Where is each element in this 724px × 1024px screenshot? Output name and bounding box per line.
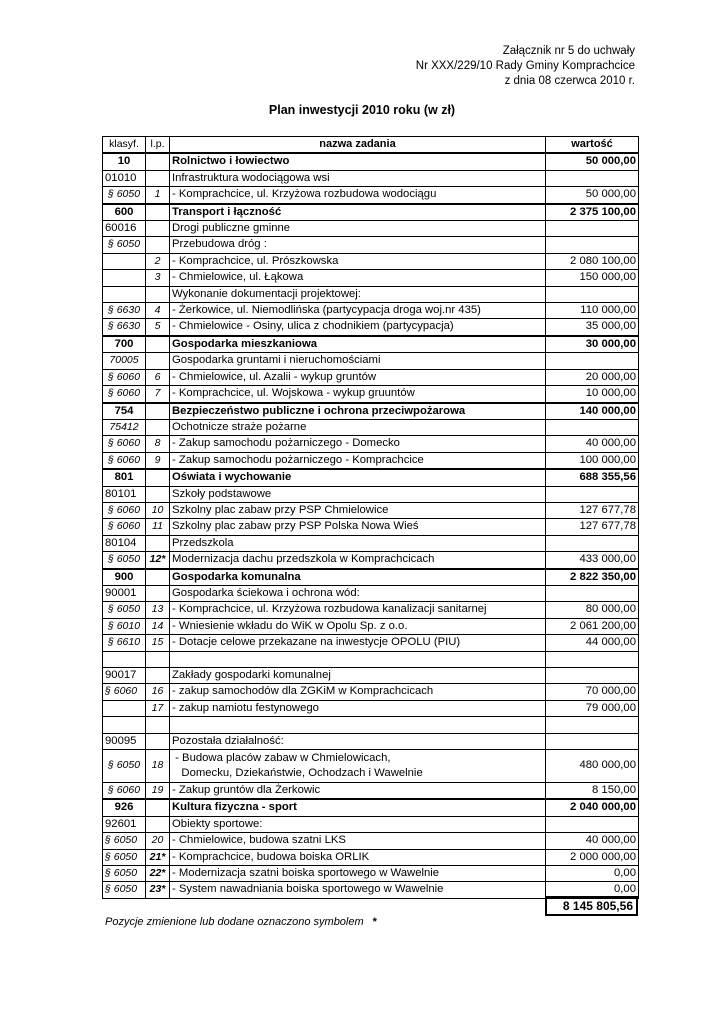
cell-nazwa: Infrastruktura wodociągowa wsi [170,170,546,186]
cell-nazwa: Gospodarka mieszkaniowa [170,336,546,353]
cell-nazwa: Modernizacja dachu przedszkola w Komprachcicach [170,552,546,569]
cell-lp: 8 [146,436,170,452]
cell-lp [146,569,170,586]
cell-nazwa: - Zakup samochodu pożarniczego - Komprachcice [170,452,546,469]
cell-lp: 22* [146,866,170,882]
cell-klasyf: § 6050 [103,833,146,849]
grand-total: 8 145 805,56 [545,896,638,916]
footnote-symbol: * [372,916,377,928]
cell-lp [146,585,170,601]
cell-wartosc: 30 000,00 [546,336,639,353]
cell-klasyf: § 6610 [103,635,146,651]
cell-lp: 2 [146,253,170,269]
cell-klasyf: § 6060 [103,502,146,518]
cell-klasyf: § 6050 [103,237,146,253]
cell-wartosc [546,535,639,551]
cell-lp: 4 [146,303,170,319]
cell-nazwa: Gospodarka gruntami i nieruchomościami [170,353,546,369]
cell-nazwa: - System nawadniania boiska sportowego w Wawelnie [170,882,546,898]
cell-nazwa [170,750,546,783]
table-row [103,386,639,403]
cell-klasyf: 10 [103,153,146,170]
table-row [103,419,639,435]
cell-klasyf: § 6060 [103,386,146,403]
section-row [103,799,639,816]
cell-nazwa: - Dotacje celowe przekazane na inwestycje OPOLU (PIU) [170,635,546,651]
cell-klasyf: 01010 [103,170,146,186]
table-row [103,253,639,269]
table-row [103,221,639,237]
table-row [103,833,639,849]
cell-nazwa: - Chmielowice, budowa szatni LKS [170,833,546,849]
investment-table [102,136,639,899]
cell-wartosc: 50 000,00 [546,187,639,204]
cell-nazwa: Zakłady gospodarki komunalnej [170,667,546,683]
cell-wartosc: 127 677,78 [546,519,639,535]
table-row [103,849,639,865]
table-row [103,535,639,551]
table-body [103,153,639,898]
cell-nazwa [170,651,546,667]
footnote-text: Pozycje zmienione lub dodane oznaczono symbolem [105,916,364,928]
cell-nazwa: Kultura fizyczna - sport [170,799,546,816]
cell-lp [146,667,170,683]
cell-klasyf: § 6050 [103,866,146,882]
section-row [103,204,639,221]
cell-wartosc [546,237,639,253]
cell-klasyf: § 6050 [103,552,146,569]
cell-lp [146,403,170,420]
table-row [103,369,639,385]
cell-klasyf: § 6630 [103,303,146,319]
cell-nazwa: Szkolny plac zabaw przy PSP Polska Nowa Wieś [170,519,546,535]
table-row [103,750,639,783]
header-line-3: z dnia 08 czerwca 2010 r. [504,75,635,87]
cell-klasyf: 90017 [103,667,146,683]
cell-nazwa: - zakup samochodów dla ZGKiM w Komprachcicach [170,684,546,700]
table-row [103,502,639,518]
table-row [103,602,639,618]
cell-wartosc: 100 000,00 [546,452,639,469]
cell-nazwa: - Chmielowice - Osiny, ulica z chodnikiem (partycypacja) [170,319,546,336]
cell-klasyf: 801 [103,469,146,486]
cell-wartosc: 110 000,00 [546,303,639,319]
cell-wartosc [546,733,639,749]
cell-klasyf: § 6050 [103,849,146,865]
cell-lp: 13 [146,602,170,618]
cell-klasyf [103,270,146,286]
cell-klasyf [103,253,146,269]
cell-lp [146,237,170,253]
cell-wartosc: 79 000,00 [546,700,639,716]
cell-lp [146,204,170,221]
page-title: Plan inwestycji 2010 roku (w zł) [268,103,456,117]
cell-lp [146,799,170,816]
cell-klasyf: 60016 [103,221,146,237]
cell-nazwa: - Zakup samochodu pożarniczego - Domecko [170,436,546,452]
cell-wartosc: 688 355,56 [546,469,639,486]
cell-nazwa [170,717,546,733]
cell-lp: 20 [146,833,170,849]
cell-nazwa: Szkoły podstawowe [170,486,546,502]
cell-wartosc [546,486,639,502]
cell-lp: 14 [146,618,170,634]
cell-klasyf: § 6060 [103,684,146,700]
cell-nazwa: Gospodarka komunalna [170,569,546,586]
table-row [103,170,639,186]
cell-klasyf: § 6060 [103,369,146,385]
table-row [103,237,639,253]
cell-lp: 7 [146,386,170,403]
table-row [103,783,639,800]
cell-lp [146,486,170,502]
table-row [103,816,639,832]
cell-wartosc: 40 000,00 [546,436,639,452]
cell-nazwa: - Komprachcice, ul. Krzyżowa rozbudowa kanalizacji sanitarnej [170,602,546,618]
table-header-row [103,137,639,154]
table-row [103,187,639,204]
cell-lp: 16 [146,684,170,700]
cell-wartosc: 40 000,00 [546,833,639,849]
cell-klasyf: § 6060 [103,519,146,535]
table-row [103,585,639,601]
table-row [103,286,639,302]
table-row [103,700,639,716]
cell-lp [146,816,170,832]
cell-nazwa: - Chmielowice, ul. Azalii - wykup gruntów [170,369,546,385]
cell-wartosc: 2 000 000,00 [546,849,639,865]
cell-lp [146,286,170,302]
cell-klasyf: 75412 [103,419,146,435]
cell-lp: 23* [146,882,170,898]
cell-wartosc: 2 040 000,00 [546,799,639,816]
cell-nazwa: - Chmielowice, ul. Łąkowa [170,270,546,286]
cell-wartosc: 2 080 100,00 [546,253,639,269]
header-line-1: Załącznik nr 5 do uchwały [502,45,635,57]
table-row [103,618,639,634]
cell-lp: 10 [146,502,170,518]
cell-wartosc: 35 000,00 [546,319,639,336]
table-row [103,667,639,683]
cell-klasyf: 754 [103,403,146,420]
cell-wartosc [546,221,639,237]
section-row [103,403,639,420]
col-header-nazwa: nazwa zadania [170,137,546,154]
cell-lp [146,221,170,237]
cell-klasyf: § 6060 [103,436,146,452]
cell-klasyf: § 6630 [103,319,146,336]
cell-wartosc [546,585,639,601]
table-row [103,303,639,319]
cell-klasyf: § 6050 [103,187,146,204]
table-row [103,452,639,469]
cell-lp [146,153,170,170]
cell-wartosc: 50 000,00 [546,153,639,170]
cell-wartosc [546,286,639,302]
table-row [103,684,639,700]
cell-nazwa: Bezpieczeństwo publiczne i ochrona przeciwpożarowa [170,403,546,420]
cell-wartosc: 2 375 100,00 [546,204,639,221]
cell-klasyf: § 6060 [103,783,146,800]
cell-klasyf: § 6050 [103,750,146,783]
cell-lp: 9 [146,452,170,469]
section-row [103,469,639,486]
table-row [103,486,639,502]
cell-wartosc: 10 000,00 [546,386,639,403]
cell-klasyf: 92601 [103,816,146,832]
cell-nazwa: Szkolny plac zabaw przy PSP Chmielowice [170,502,546,518]
cell-lp: 3 [146,270,170,286]
cell-lp [146,651,170,667]
col-header-klasyf: klasyf. [103,137,146,154]
cell-nazwa: - Komprachcice, ul. Krzyżowa rozbudowa wodociągu [170,187,546,204]
section-row [103,153,639,170]
cell-nazwa: Drogi publiczne gminne [170,221,546,237]
cell-klasyf: § 6060 [103,452,146,469]
document-header [416,44,635,89]
cell-nazwa: Wykonanie dokumentacji projektowej: [170,286,546,302]
cell-klasyf: 90095 [103,733,146,749]
cell-klasyf: 900 [103,569,146,586]
cell-lp: 18 [146,750,170,783]
cell-nazwa-line-2: Domecku, Dziekaństwie, Ochodzach i Wawelnie [172,767,423,779]
cell-lp [146,336,170,353]
cell-klasyf [103,717,146,733]
table-row [103,270,639,286]
cell-nazwa: - Wniesienie wkładu do WiK w Opolu Sp. z o.o. [170,618,546,634]
footnote [105,916,377,928]
cell-lp: 21* [146,849,170,865]
cell-lp: 15 [146,635,170,651]
cell-nazwa: Gospodarka ściekowa i ochrona wód: [170,585,546,601]
cell-nazwa: - Komprachcice, ul. Wojskowa - wykup gruuntów [170,386,546,403]
cell-wartosc [546,717,639,733]
cell-wartosc: 2 822 350,00 [546,569,639,586]
cell-wartosc [546,419,639,435]
cell-klasyf: 926 [103,799,146,816]
cell-nazwa: - Komprachcice, budowa boiska ORLIK [170,849,546,865]
section-row [103,569,639,586]
cell-nazwa: Rolnictwo i łowiectwo [170,153,546,170]
cell-klasyf: 80104 [103,535,146,551]
table-row [103,717,639,733]
cell-lp: 19 [146,783,170,800]
cell-wartosc [546,816,639,832]
cell-lp: 11 [146,519,170,535]
cell-nazwa: - zakup namiotu festynowego [170,700,546,716]
cell-lp: 12* [146,552,170,569]
cell-nazwa: Przedszkola [170,535,546,551]
cell-wartosc: 2 061 200,00 [546,618,639,634]
cell-klasyf: 90001 [103,585,146,601]
cell-wartosc [546,170,639,186]
cell-klasyf [103,700,146,716]
header-line-2: Nr XXX/229/10 Rady Gminy Komprachcice [415,60,635,72]
cell-lp [146,419,170,435]
cell-klasyf: 70005 [103,353,146,369]
cell-lp [146,535,170,551]
cell-nazwa: - Modernizacja szatni boiska sportowego w Wawelnie [170,866,546,882]
cell-wartosc [546,651,639,667]
cell-wartosc: 44 000,00 [546,635,639,651]
section-row [103,336,639,353]
table-row [103,436,639,452]
cell-klasyf: 700 [103,336,146,353]
cell-lp: 6 [146,369,170,385]
table-row [103,353,639,369]
cell-klasyf: § 6050 [103,882,146,898]
cell-wartosc: 80 000,00 [546,602,639,618]
cell-nazwa: - Komprachcice, ul. Prószkowska [170,253,546,269]
cell-lp [146,170,170,186]
cell-wartosc: 0,00 [546,882,639,898]
cell-klasyf: § 6010 [103,618,146,634]
cell-wartosc [546,667,639,683]
cell-nazwa: Pozostała działalność: [170,733,546,749]
cell-nazwa: Przebudowa dróg : [170,237,546,253]
col-header-lp: l.p. [146,137,170,154]
cell-nazwa: Obiekty sportowe: [170,816,546,832]
cell-lp [146,717,170,733]
cell-wartosc: 480 000,00 [546,750,639,783]
cell-nazwa: Oświata i wychowanie [170,469,546,486]
cell-nazwa: - Żerkowice, ul. Niemodlińska (partycypacja droga woj.nr 435) [170,303,546,319]
cell-klasyf [103,286,146,302]
cell-lp: 17 [146,700,170,716]
table-row [103,866,639,882]
cell-nazwa: Transport i łączność [170,204,546,221]
table-row [103,635,639,651]
table-row [103,651,639,667]
cell-klasyf [103,651,146,667]
cell-klasyf: 600 [103,204,146,221]
cell-lp: 1 [146,187,170,204]
cell-lp: 5 [146,319,170,336]
cell-nazwa: Ochotnicze straże pożarne [170,419,546,435]
cell-wartosc: 8 150,00 [546,783,639,800]
cell-wartosc [546,353,639,369]
cell-wartosc: 0,00 [546,866,639,882]
col-header-wartosc: wartość [546,137,639,154]
table-row [103,552,639,569]
cell-wartosc: 140 000,00 [546,403,639,420]
cell-wartosc: 20 000,00 [546,369,639,385]
cell-wartosc: 433 000,00 [546,552,639,569]
cell-lp [146,469,170,486]
cell-klasyf: 80101 [103,486,146,502]
cell-wartosc: 70 000,00 [546,684,639,700]
table-row [103,733,639,749]
cell-lp [146,353,170,369]
cell-nazwa: - Zakup gruntów dla Żerkowic [170,783,546,800]
cell-wartosc: 150 000,00 [546,270,639,286]
cell-wartosc: 127 677,78 [546,502,639,518]
cell-klasyf: § 6050 [103,602,146,618]
cell-nazwa-line-1: - Budowa placów zabaw w Chmielowicach, [172,752,391,764]
cell-lp [146,733,170,749]
table-row [103,319,639,336]
table-row [103,519,639,535]
